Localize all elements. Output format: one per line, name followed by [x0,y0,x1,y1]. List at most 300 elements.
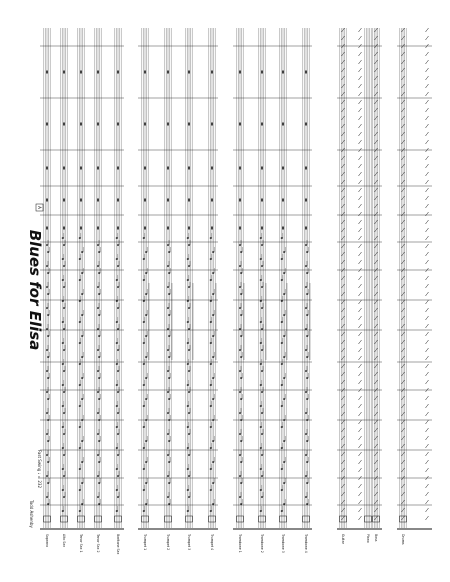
rhythm-slash [426,348,429,352]
notehead [240,251,242,253]
notehead [187,405,189,407]
notehead [305,370,307,372]
rest [63,167,65,170]
notehead [143,510,145,512]
notehead [145,461,147,463]
notehead [63,307,65,309]
notehead [46,349,48,351]
rhythm-slash [426,308,429,312]
rhythm-slash [359,196,362,200]
notehead [210,321,212,323]
notehead [188,391,190,393]
notehead [145,293,147,295]
rest [46,227,48,230]
notehead [97,454,99,456]
rhythm-slash [426,188,429,192]
rhythm-slash [359,140,362,144]
rhythm-slash [426,140,429,144]
notehead [145,419,147,421]
notehead [283,377,285,379]
notehead [281,300,283,302]
notehead [81,503,83,505]
notehead [97,349,99,351]
notehead [143,237,145,239]
rhythm-slash [359,404,362,408]
instrument-name: Trombone 3 [281,534,285,553]
rhythm-slash [359,172,362,176]
notehead [62,405,64,407]
notehead [187,300,189,302]
rhythm-slash [426,316,429,320]
notehead [167,391,169,393]
rest [261,167,263,170]
notehead [261,244,263,246]
notehead [79,300,81,302]
notehead [167,286,169,288]
notehead [46,370,48,372]
instrument-name: Trumpet 1 [143,534,147,551]
notehead [167,454,169,456]
notehead [306,419,308,421]
notehead [63,349,65,351]
rest [211,71,213,74]
rhythm-slash [426,228,429,232]
notehead [168,419,170,421]
notehead [239,307,241,309]
notehead [188,475,190,477]
notehead [117,370,119,372]
rhythm-slash [359,284,362,288]
rhythm-slash [359,308,362,312]
rest [117,71,119,74]
rhythm-slash [359,340,362,344]
rhythm-slash [426,436,429,440]
instrument-name: Bass [374,534,378,542]
notehead [97,328,99,330]
rhythm-slash [359,84,362,88]
rhythm-slash [426,92,429,96]
notehead [167,433,169,435]
notehead [167,328,169,330]
rest [144,123,146,126]
notehead [239,265,241,267]
notehead [281,426,283,428]
notehead [98,251,100,253]
notehead [79,258,81,260]
notehead [261,286,263,288]
notehead [240,377,242,379]
rhythm-slash [426,420,429,424]
notehead [260,468,262,470]
notehead [97,370,99,372]
notehead [281,363,283,365]
rhythm-slash [426,516,429,520]
notehead [212,482,214,484]
instrument-name: Trombone 2 [260,534,264,553]
rhythm-slash [426,116,429,120]
rest [211,227,213,230]
rhythm-slash [359,100,362,104]
instrument-name: Soprano [45,534,49,548]
notehead [97,307,99,309]
notehead [116,426,118,428]
notehead [117,286,119,288]
notehead [145,440,147,442]
rhythm-slash [426,204,429,208]
notehead [305,286,307,288]
notehead [116,468,118,470]
notehead [62,342,64,344]
notehead [212,356,214,358]
notehead [63,391,65,393]
notehead [143,468,145,470]
rhythm-slash [359,236,362,240]
rhythm-slash [426,68,429,72]
notehead [239,244,241,246]
notehead [240,398,242,400]
notehead [239,454,241,456]
notehead [240,356,242,358]
rest [261,123,263,126]
notehead [212,440,214,442]
notehead [47,356,49,358]
notehead [168,377,170,379]
rhythm-slash [426,60,429,64]
notehead [281,405,283,407]
rhythm-slash [426,36,429,40]
instrument-name: Trumpet 3 [187,534,191,551]
instrument-label [45,534,49,547]
notehead [188,265,190,267]
notehead [79,510,81,512]
notehead [62,300,64,302]
rhythm-slash [359,132,362,136]
notehead [79,384,81,386]
notehead [210,510,212,512]
rest [239,123,241,126]
rhythm-slash [426,380,429,384]
rhythm-slash [426,276,429,280]
notehead [168,356,170,358]
notehead [143,405,145,407]
notehead [168,251,170,253]
rhythm-slash [426,292,429,296]
rhythm-slash [426,100,429,104]
notehead [306,272,308,274]
notehead [116,510,118,512]
notehead [305,349,307,351]
composer-name: Todd Ashenby [29,500,34,528]
notehead [117,496,119,498]
notehead [145,251,147,253]
notehead [261,454,263,456]
rhythm-slash [359,68,362,72]
notehead [240,272,242,274]
notehead [79,426,81,428]
notehead [260,258,262,260]
notehead [306,440,308,442]
notehead [81,314,83,316]
rest [282,199,284,202]
rest [144,227,146,230]
notehead [62,468,64,470]
notehead [47,482,49,484]
notehead [145,482,147,484]
notehead [212,293,214,295]
instrument-label [238,533,242,553]
rest [239,167,241,170]
rhythm-slash [359,500,362,504]
instrument-label [96,533,100,553]
rhythm-slash [426,452,429,456]
instrument-label [366,534,370,543]
rhythm-slash [359,276,362,280]
rhythm-slash [426,164,429,168]
notehead [187,447,189,449]
rest [211,167,213,170]
rest [167,123,169,126]
notehead [47,272,49,274]
notehead [47,335,49,337]
rhythm-slash [426,468,429,472]
rest [305,71,307,74]
rhythm-slash [359,292,362,296]
notehead [260,342,262,344]
notehead [98,314,100,316]
notehead [261,391,263,393]
notehead [188,496,190,498]
instrument-label-group [45,533,405,555]
rhythm-slash [359,436,362,440]
notehead [81,419,83,421]
rhythm-slash [426,244,429,248]
instrument-label [341,534,345,545]
notehead [240,461,242,463]
notehead [63,454,65,456]
notehead [188,244,190,246]
notehead [81,440,83,442]
notehead [212,272,214,274]
instrument-label [116,534,120,555]
notehead [143,342,145,344]
rest [144,167,146,170]
notehead [260,237,262,239]
rest [239,227,241,230]
rest [261,71,263,74]
notehead [81,356,83,358]
notehead [188,454,190,456]
notehead [187,342,189,344]
notehead [283,356,285,358]
notehead [116,363,118,365]
rhythm-slash [359,164,362,168]
rhythm-slash [359,260,362,264]
notehead [98,356,100,358]
notehead [79,321,81,323]
rest [97,71,99,74]
notehead [117,265,119,267]
notehead [63,475,65,477]
rest [46,71,48,74]
notehead [79,342,81,344]
notehead [210,405,212,407]
notehead [117,244,119,246]
notehead [305,244,307,246]
rest [80,167,82,170]
notehead [281,258,283,260]
notehead [79,447,81,449]
rest [188,199,190,202]
notehead [79,363,81,365]
notehead [46,412,48,414]
rhythm-slash [359,324,362,328]
notehead [261,265,263,267]
notehead [240,335,242,337]
notehead [305,328,307,330]
notehead [240,419,242,421]
notehead [306,251,308,253]
notehead [260,405,262,407]
notehead [283,314,285,316]
rest [117,227,119,230]
notehead [46,244,48,246]
rhythm-slash [426,484,429,488]
notehead [47,419,49,421]
notehead [145,398,147,400]
notehead [239,496,241,498]
notehead [210,342,212,344]
notehead [260,363,262,365]
notehead [210,447,212,449]
notehead [47,377,49,379]
notehead [240,440,242,442]
staff-group [44,28,407,528]
notehead [239,349,241,351]
rhythm-slash [359,220,362,224]
notehead [98,398,100,400]
notehead [283,419,285,421]
rest [80,199,82,202]
instrument-name: Drums [401,534,405,545]
notehead [98,503,100,505]
instrument-name: Trombone 4 [304,534,308,553]
notehead [239,391,241,393]
rest [211,199,213,202]
notehead [306,314,308,316]
notehead [62,510,64,512]
instrument-name: Trumpet 2 [166,534,170,551]
notehead [63,286,65,288]
rhythm-slash [426,124,429,128]
rest [80,227,82,230]
rest [97,227,99,230]
notehead [306,398,308,400]
notehead [260,447,262,449]
rest [167,167,169,170]
instrument-name: Tenor Sax 2 [96,534,100,553]
notehead [306,293,308,295]
rhythm-slash [359,28,362,32]
notehead [168,293,170,295]
rest [46,167,48,170]
rhythm-slash [359,60,362,64]
notehead [281,468,283,470]
notehead [305,307,307,309]
rhythm-slash [426,156,429,160]
notehead [79,279,81,281]
notehead [79,405,81,407]
rest [188,71,190,74]
notehead [283,251,285,253]
rhythm-slash [359,180,362,184]
instrument-label [187,533,191,550]
notehead [212,419,214,421]
rhythm-slash [426,356,429,360]
notehead [143,426,145,428]
notehead [143,384,145,386]
notehead [281,510,283,512]
notehead [305,475,307,477]
rest [63,123,65,126]
notehead [63,496,65,498]
instrument-name: Trombone 1 [238,534,242,553]
notehead [167,349,169,351]
rhythm-slash [426,84,429,88]
notehead [143,258,145,260]
notehead [117,454,119,456]
notehead [260,489,262,491]
rhythm-slash [359,356,362,360]
rhythm-slash [426,428,429,432]
rest [282,71,284,74]
notehead [212,335,214,337]
rhythm-slash [426,460,429,464]
notehead [143,321,145,323]
rhythm-slash [426,444,429,448]
rest [80,71,82,74]
rhythm-slash [359,348,362,352]
notehead [145,356,147,358]
notehead [46,475,48,477]
rhythm-slash [359,396,362,400]
rest [167,199,169,202]
notehead [98,335,100,337]
notehead [260,426,262,428]
notehead [261,349,263,351]
notehead [79,237,81,239]
instrument-name: Alto Sax [62,534,66,548]
notehead [98,482,100,484]
instrument-name: Baritone Sax [116,534,120,555]
rhythm-slash [426,220,429,224]
notehead [143,300,145,302]
notehead [283,272,285,274]
notehead [46,433,48,435]
rhythm-slash [359,508,362,512]
notehead [283,335,285,337]
rhythm-slash [359,92,362,96]
rest [282,167,284,170]
rest [144,199,146,202]
instrument-label [401,534,405,545]
notehead [98,293,100,295]
notehead [167,265,169,267]
notehead [63,265,65,267]
instrument-label [374,534,378,542]
rest [188,167,190,170]
notehead [239,370,241,372]
notehead [212,503,214,505]
